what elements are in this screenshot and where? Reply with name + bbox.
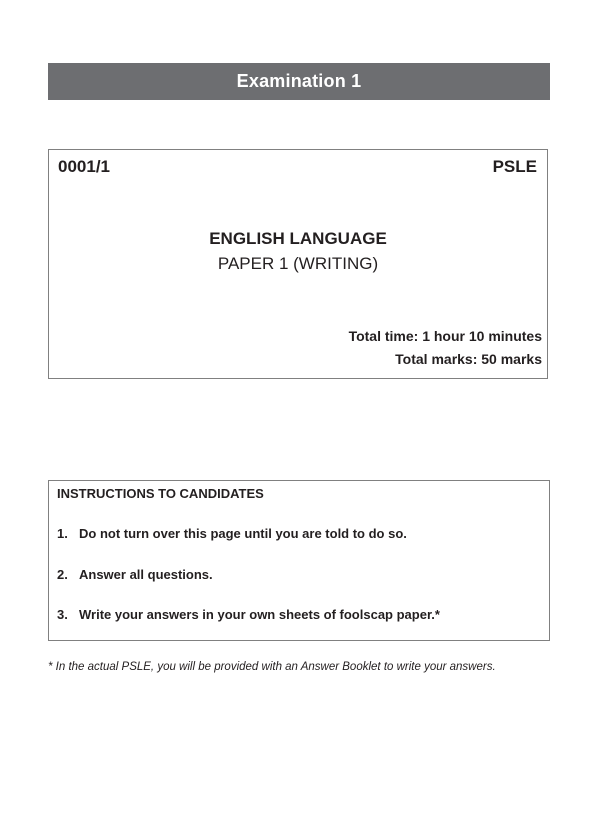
total-marks: Total marks: 50 marks bbox=[395, 351, 542, 367]
instructions-title: INSTRUCTIONS TO CANDIDATES bbox=[57, 486, 264, 501]
instruction-item bbox=[57, 526, 407, 541]
footnote: * In the actual PSLE, you will be provided with an Answer Booklet to write your answers. bbox=[48, 661, 496, 673]
exam-name: PSLE bbox=[492, 157, 537, 176]
instruction-text: Do not turn over this page until you are told to do so. bbox=[79, 526, 407, 541]
subject-title: ENGLISH LANGUAGE bbox=[209, 229, 387, 248]
instruction-number: 1. bbox=[57, 526, 68, 541]
paper-code: 0001/1 bbox=[58, 157, 110, 176]
instruction-number: 3. bbox=[57, 607, 68, 622]
instruction-item bbox=[57, 567, 213, 582]
instruction-item bbox=[57, 607, 440, 622]
total-time: Total time: 1 hour 10 minutes bbox=[348, 328, 542, 344]
cover-box bbox=[48, 149, 548, 379]
exam-banner bbox=[48, 63, 550, 100]
instruction-number: 2. bbox=[57, 567, 68, 582]
instruction-text: Answer all questions. bbox=[79, 567, 213, 582]
instructions-box bbox=[48, 480, 550, 641]
instruction-text: Write your answers in your own sheets of foolscap paper.* bbox=[79, 607, 440, 622]
paper-title: PAPER 1 (WRITING) bbox=[217, 254, 379, 273]
exam-banner-title: Examination 1 bbox=[236, 71, 362, 91]
